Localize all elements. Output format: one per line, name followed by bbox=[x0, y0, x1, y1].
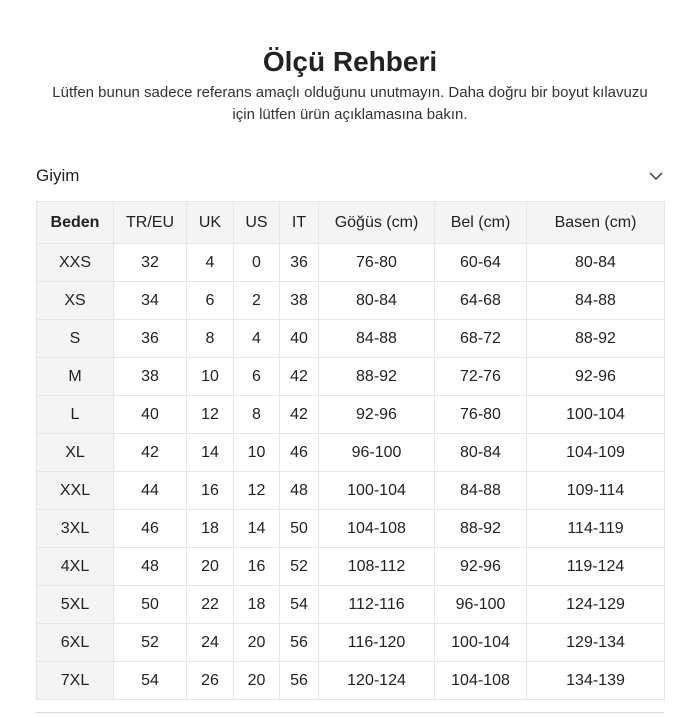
table-cell: 60-64 bbox=[435, 244, 527, 282]
size-label-cell: S bbox=[37, 320, 114, 358]
table-cell: 8 bbox=[234, 396, 280, 434]
table-cell: 48 bbox=[114, 548, 187, 586]
table-cell: 80-84 bbox=[435, 434, 527, 472]
table-cell: 42 bbox=[280, 358, 319, 396]
table-cell: 4 bbox=[187, 244, 234, 282]
table-cell: 18 bbox=[234, 586, 280, 624]
table-cell: 100-104 bbox=[319, 472, 435, 510]
table-cell: 88-92 bbox=[527, 320, 665, 358]
size-label-cell: XL bbox=[37, 434, 114, 472]
table-cell: 84-88 bbox=[527, 282, 665, 320]
table-cell: 80-84 bbox=[319, 282, 435, 320]
table-cell: 104-108 bbox=[319, 510, 435, 548]
table-row bbox=[37, 624, 665, 662]
table-cell: 100-104 bbox=[527, 396, 665, 434]
table-cell: 76-80 bbox=[435, 396, 527, 434]
table-cell: 16 bbox=[187, 472, 234, 510]
table-cell: 100-104 bbox=[435, 624, 527, 662]
table-body bbox=[37, 244, 665, 700]
table-cell: 64-68 bbox=[435, 282, 527, 320]
table-cell: 2 bbox=[234, 282, 280, 320]
size-label-cell: L bbox=[37, 396, 114, 434]
table-cell: 42 bbox=[114, 434, 187, 472]
accordion-label: Giyim bbox=[36, 166, 80, 185]
table-row bbox=[37, 320, 665, 358]
table-cell: 129-134 bbox=[527, 624, 665, 662]
table-cell: 54 bbox=[280, 586, 319, 624]
table-cell: 14 bbox=[234, 510, 280, 548]
table-cell: 26 bbox=[187, 662, 234, 700]
size-label-cell: 6XL bbox=[37, 624, 114, 662]
table-row bbox=[37, 662, 665, 700]
table-cell: 68-72 bbox=[435, 320, 527, 358]
table-cell: 20 bbox=[234, 624, 280, 662]
table-cell: 36 bbox=[280, 244, 319, 282]
table-cell: 92-96 bbox=[435, 548, 527, 586]
table-cell: 124-129 bbox=[527, 586, 665, 624]
table-cell: 56 bbox=[280, 662, 319, 700]
table-cell: 116-120 bbox=[319, 624, 435, 662]
table-cell: 42 bbox=[280, 396, 319, 434]
size-table bbox=[36, 201, 665, 700]
table-cell: 48 bbox=[280, 472, 319, 510]
table-cell: 20 bbox=[234, 662, 280, 700]
table-cell: 92-96 bbox=[527, 358, 665, 396]
size-label-cell: M bbox=[37, 358, 114, 396]
table-cell: 22 bbox=[187, 586, 234, 624]
chevron-down-icon[interactable] bbox=[648, 168, 664, 184]
table-cell: 92-96 bbox=[319, 396, 435, 434]
table-cell: 32 bbox=[114, 244, 187, 282]
column-header: Beden bbox=[37, 202, 114, 244]
table-cell: 96-100 bbox=[319, 434, 435, 472]
table-row bbox=[37, 472, 665, 510]
table-row bbox=[37, 510, 665, 548]
table-row bbox=[37, 548, 665, 586]
table-cell: 56 bbox=[280, 624, 319, 662]
divider bbox=[36, 712, 664, 713]
table-cell: 46 bbox=[280, 434, 319, 472]
size-label-cell: XXL bbox=[37, 472, 114, 510]
table-cell: 38 bbox=[280, 282, 319, 320]
table-cell: 88-92 bbox=[319, 358, 435, 396]
column-header: Bel (cm) bbox=[435, 202, 527, 244]
size-label-cell: 5XL bbox=[37, 586, 114, 624]
table-cell: 38 bbox=[114, 358, 187, 396]
table-cell: 84-88 bbox=[435, 472, 527, 510]
table-header-row bbox=[37, 202, 665, 244]
table-cell: 12 bbox=[234, 472, 280, 510]
table-cell: 4 bbox=[234, 320, 280, 358]
size-label-cell: 7XL bbox=[37, 662, 114, 700]
table-row bbox=[37, 396, 665, 434]
table-cell: 96-100 bbox=[435, 586, 527, 624]
table-cell: 54 bbox=[114, 662, 187, 700]
page-title: Ölçü Rehberi bbox=[262, 46, 438, 77]
size-label-cell: XS bbox=[37, 282, 114, 320]
table-cell: 88-92 bbox=[435, 510, 527, 548]
table-cell: 104-108 bbox=[435, 662, 527, 700]
table-cell: 40 bbox=[280, 320, 319, 358]
table-cell: 8 bbox=[187, 320, 234, 358]
table-cell: 120-124 bbox=[319, 662, 435, 700]
column-header: UK bbox=[187, 202, 234, 244]
table-cell: 50 bbox=[114, 586, 187, 624]
table-cell: 10 bbox=[234, 434, 280, 472]
table-cell: 104-109 bbox=[527, 434, 665, 472]
table-cell: 52 bbox=[114, 624, 187, 662]
table-cell: 84-88 bbox=[319, 320, 435, 358]
table-row bbox=[37, 244, 665, 282]
table-cell: 24 bbox=[187, 624, 234, 662]
table-cell: 134-139 bbox=[527, 662, 665, 700]
table-cell: 114-119 bbox=[527, 510, 665, 548]
table-cell: 20 bbox=[187, 548, 234, 586]
table-cell: 0 bbox=[234, 244, 280, 282]
table-cell: 50 bbox=[280, 510, 319, 548]
column-header: Basen (cm) bbox=[527, 202, 665, 244]
table-cell: 14 bbox=[187, 434, 234, 472]
column-header: IT bbox=[280, 202, 319, 244]
size-label-cell: 4XL bbox=[37, 548, 114, 586]
table-cell: 52 bbox=[280, 548, 319, 586]
table-cell: 119-124 bbox=[527, 548, 665, 586]
table-cell: 34 bbox=[114, 282, 187, 320]
table-cell: 16 bbox=[234, 548, 280, 586]
table-cell: 40 bbox=[114, 396, 187, 434]
table-cell: 6 bbox=[234, 358, 280, 396]
table-cell: 44 bbox=[114, 472, 187, 510]
table-cell: 108-112 bbox=[319, 548, 435, 586]
table-row bbox=[37, 586, 665, 624]
column-header: TR/EU bbox=[114, 202, 187, 244]
page-subtitle: Lütfen bunun sadece referans amaçlı olduğunu unutmayın. Daha doğru bir boyut kılavuzu için lütfen ürün açıklamasına bakın. bbox=[52, 84, 648, 123]
table-cell: 76-80 bbox=[319, 244, 435, 282]
table-cell: 72-76 bbox=[435, 358, 527, 396]
table-cell: 46 bbox=[114, 510, 187, 548]
table-row bbox=[37, 434, 665, 472]
size-label-cell: 3XL bbox=[37, 510, 114, 548]
accordion-clothing[interactable] bbox=[36, 160, 664, 192]
table-cell: 12 bbox=[187, 396, 234, 434]
table-cell: 36 bbox=[114, 320, 187, 358]
column-header: Göğüs (cm) bbox=[319, 202, 435, 244]
table-cell: 109-114 bbox=[527, 472, 665, 510]
table-row bbox=[37, 358, 665, 396]
table-cell: 112-116 bbox=[319, 586, 435, 624]
table-cell: 6 bbox=[187, 282, 234, 320]
table-cell: 80-84 bbox=[527, 244, 665, 282]
table-cell: 10 bbox=[187, 358, 234, 396]
table-row bbox=[37, 282, 665, 320]
table-cell: 18 bbox=[187, 510, 234, 548]
size-label-cell: XXS bbox=[37, 244, 114, 282]
column-header: US bbox=[234, 202, 280, 244]
